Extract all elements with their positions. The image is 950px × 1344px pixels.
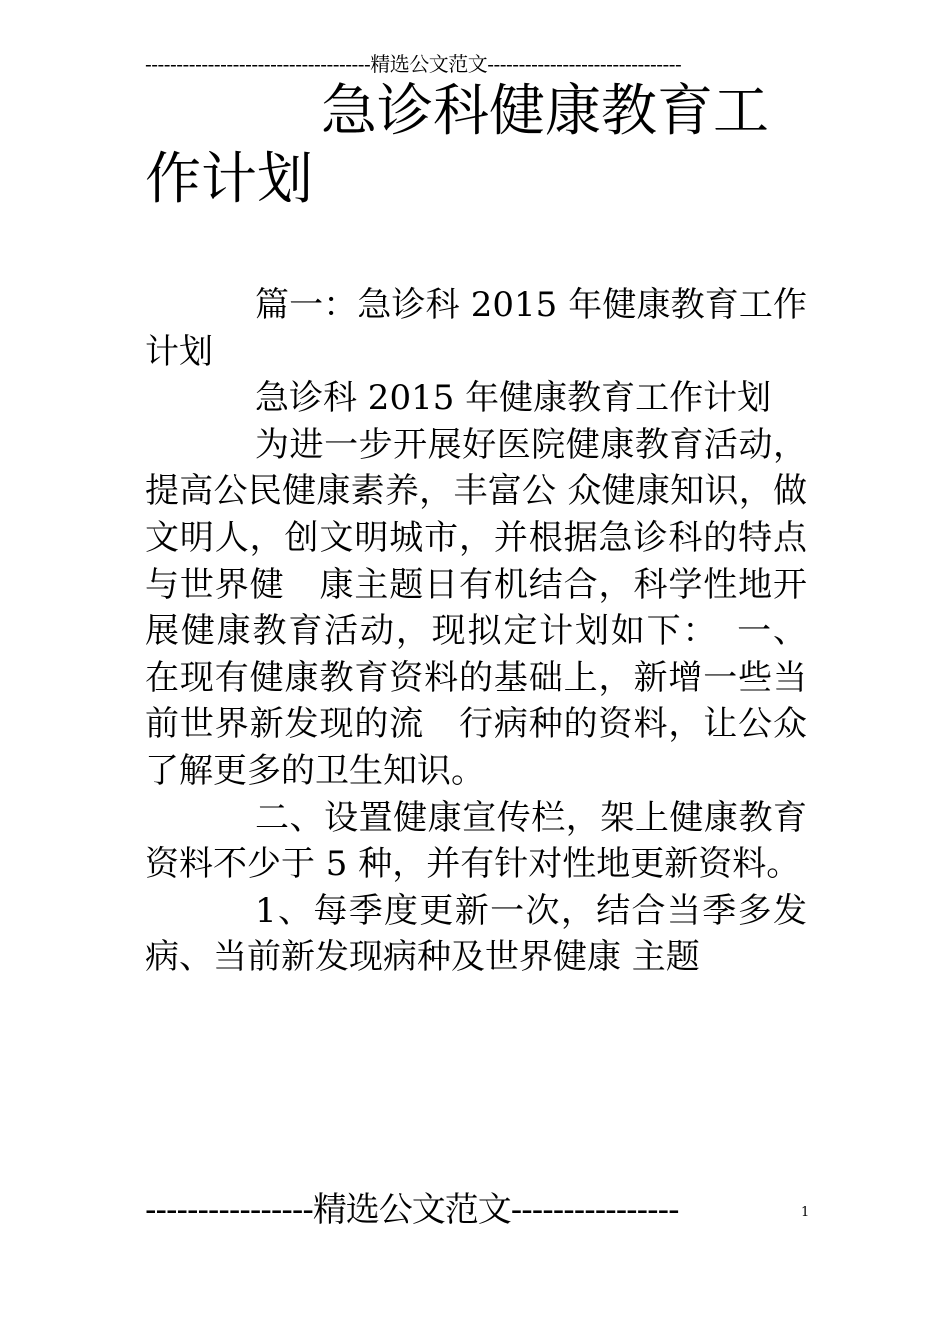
document-title: 急诊科健康教育工作计划 <box>145 79 769 212</box>
body-paragraph: 1、每季度更新一次，结合当季多发病、当前新发现病种及世界健康 主题 <box>145 890 807 978</box>
page-number: 1 <box>801 1205 810 1220</box>
page-footer: ----------------精选公文范文---------------- <box>145 1190 679 1230</box>
body-paragraph: 为进一步开展好医院健康教育活动，提高公民健康素养，丰富公 众健康知识，做文明人，创文明城市，并根据急诊科的特点与世界健 康主题日有机结合，科学性地开展健康教育活动，现拟定计划如下： 一、在现有健康教育资料的基础上，新增一些当前世界新发现的流 行病种的资料，让公众了解更多的卫生知识。 <box>145 424 807 791</box>
subtitle-paragraph: 急诊科 2015 年健康教育工作计划 <box>255 378 772 419</box>
section-heading: 篇一：急诊科 2015 年健康教育工作计划 <box>145 285 807 372</box>
document-body <box>145 282 807 981</box>
body-paragraph: 二、设置健康宣传栏，架上健康教育资料不少于 5 种，并有针对性地更新资料。 <box>145 797 807 885</box>
page-header: ------------------------------------精选公文范文------------------------------- <box>145 52 682 76</box>
